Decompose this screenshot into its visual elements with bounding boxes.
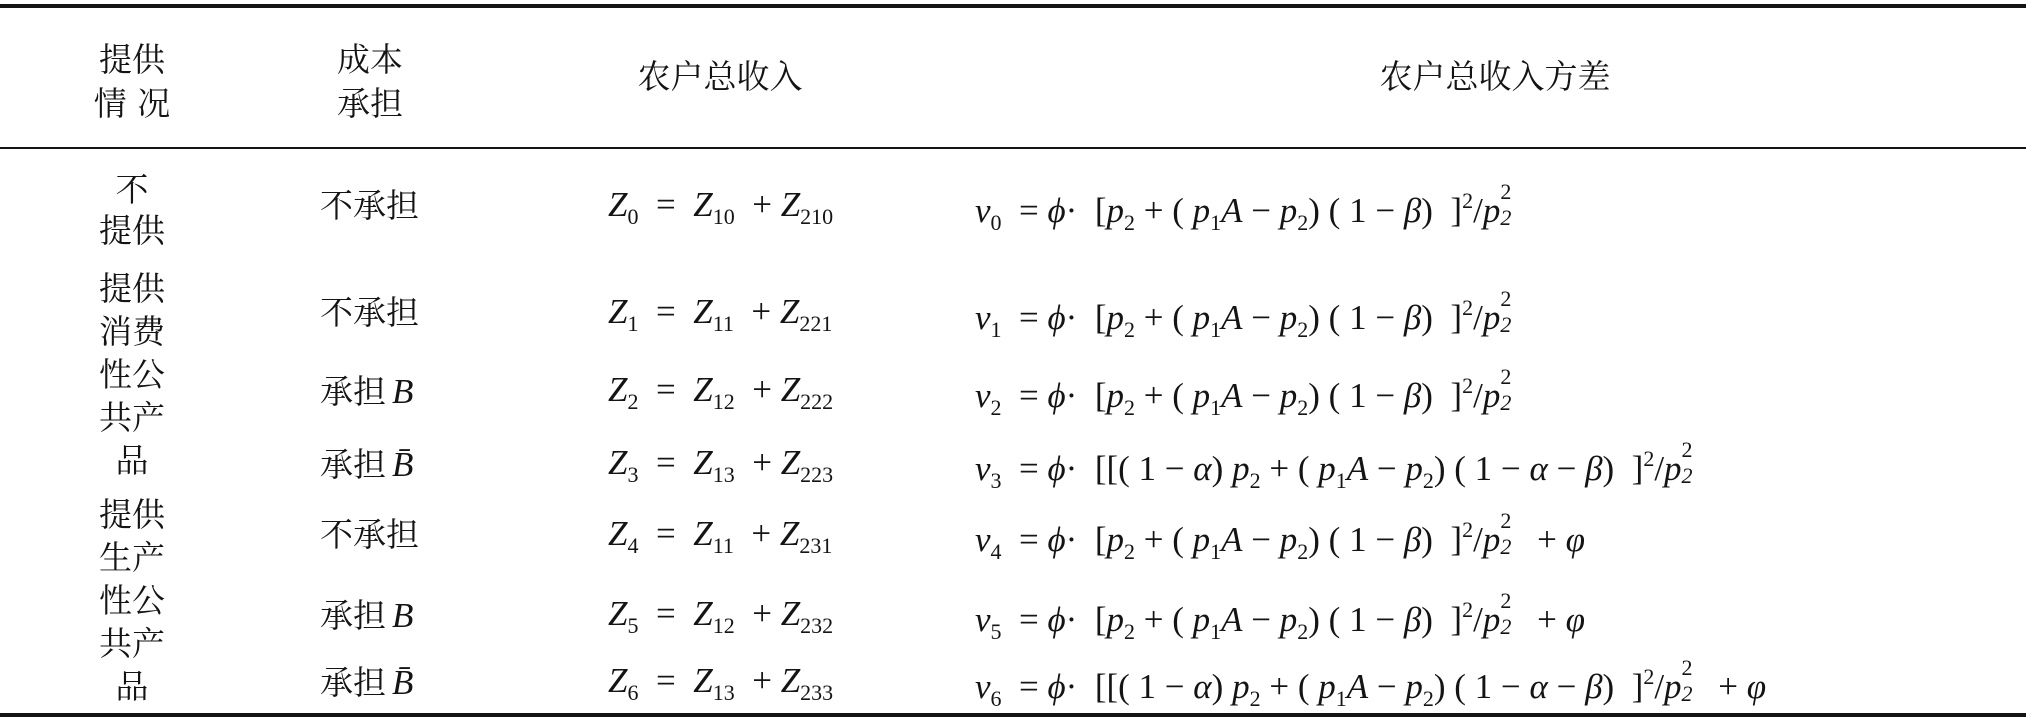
cost-label: 承担 [320, 372, 386, 411]
category-producer-line-5: 品 [115, 667, 149, 706]
cost-cell [320, 447, 413, 482]
category-consumer-goods [92, 267, 172, 482]
category-none-line-2: 提供 [99, 211, 165, 250]
cost-cell [320, 186, 419, 225]
category-consumer-line-1: 提供 [99, 269, 165, 308]
variance-formula: $v_2 = \phi\cdot [p_2$ + ( $p_1A - p_2$) ( 1 − β) ]$^2$/p 2 2 [975, 364, 1512, 420]
header-provision-line-1: 提供 [99, 40, 165, 79]
variance-formula: $v_5 = \phi\cdot [p_2$ + ( $p_1A - p_2$) ( 1 − β) ]$^2$/p 2 2 + φ [975, 588, 1585, 644]
cost-cell [320, 293, 419, 332]
income-formula: $Z_3 = Z_{13} + Z_{223}$ [608, 443, 834, 487]
income-formula: $Z_2 = Z_{12} + Z_{222}$ [608, 370, 834, 414]
category-consumer-line-2: 消费 [99, 312, 165, 351]
cost-label: 承担 [320, 596, 386, 635]
header-income: 农户总收入 [637, 57, 803, 96]
category-consumer-line-3: 性公 [99, 355, 165, 394]
category-none-line-1: 不 [115, 170, 149, 209]
category-producer-line-4: 共产 [99, 624, 165, 663]
variance-formula: $v_3 = \phi\cdot$ [[( 1 − α) $p_2$ + ( $p_1A - p_2$) ( 1 − α − β) ]$^2$/p 2 2 [975, 437, 1693, 493]
cost-label: 承担 [320, 445, 386, 484]
category-producer-line-1: 提供 [99, 495, 165, 534]
variance-formula: $v_6 = \phi\cdot$ [[( 1 − α) $p_2$ + ( $p_1A - p_2$) ( 1 − α − β) ]$^2$/p 2 2 + φ [975, 655, 1767, 711]
income-formula: $Z_6 = Z_{13} + Z_{233}$ [608, 661, 834, 705]
cost-label: 承担 [320, 663, 386, 702]
variance-formula: $v_1 = \phi\cdot [p_2$ + ( $p_1A - p_2$) ( 1 − β) ]$^2$/p 2 2 [975, 286, 1512, 342]
income-formula: $Z_1 = Z_{11} + Z_{221}$ [608, 292, 833, 336]
category-producer-line-3: 性公 [99, 581, 165, 620]
category-producer-line-2: 生产 [99, 538, 165, 577]
variance-formula: $v_4 = \phi\cdot [p_2$ + ( $p_1A - p_2$) ( 1 − β) ]$^2$/p 2 2 + φ [975, 508, 1585, 564]
category-consumer-line-4: 共产 [99, 398, 165, 437]
cost-cell [320, 665, 413, 700]
cost-cell [320, 515, 419, 554]
category-consumer-line-5: 品 [115, 441, 149, 480]
cost-label: 不承担 [320, 293, 419, 332]
cost-cell [320, 598, 413, 633]
income-formula: $Z_5 = Z_{12} + Z_{232}$ [608, 594, 834, 638]
cost-symbol: B̄ [392, 445, 414, 484]
income-formula: $Z_4 = Z_{11} + Z_{231}$ [608, 514, 833, 558]
cost-cell [320, 374, 413, 409]
header-cost-line-1: 成本 [337, 40, 403, 79]
income-formula: $Z_0 = Z_{10} + Z_{210}$ [608, 185, 834, 229]
table-bottom-rule [0, 713, 2026, 717]
cost-label: 不承担 [320, 186, 419, 225]
header-cost-line-2: 承担 [337, 84, 403, 123]
variance-formula: $v_0 = \phi\cdot [p_2$ + ( $p_1A - p_2$) ( 1 − β) ]$^2$/p 2 2 [975, 179, 1512, 235]
cost-symbol: B [392, 372, 414, 411]
table-top-rule [0, 4, 2026, 8]
cost-symbol: B [392, 596, 414, 635]
cost-label: 不承担 [320, 515, 419, 554]
header-provision-line-2: 情 况 [93, 84, 171, 123]
cost-symbol: B̄ [392, 663, 414, 702]
category-producer-goods [92, 493, 172, 708]
table-header-rule [0, 147, 2026, 149]
category-none [92, 169, 172, 251]
header-cost [330, 38, 410, 126]
header-variance: 农户总收入方差 [1379, 57, 1611, 96]
header-provision [92, 38, 172, 126]
